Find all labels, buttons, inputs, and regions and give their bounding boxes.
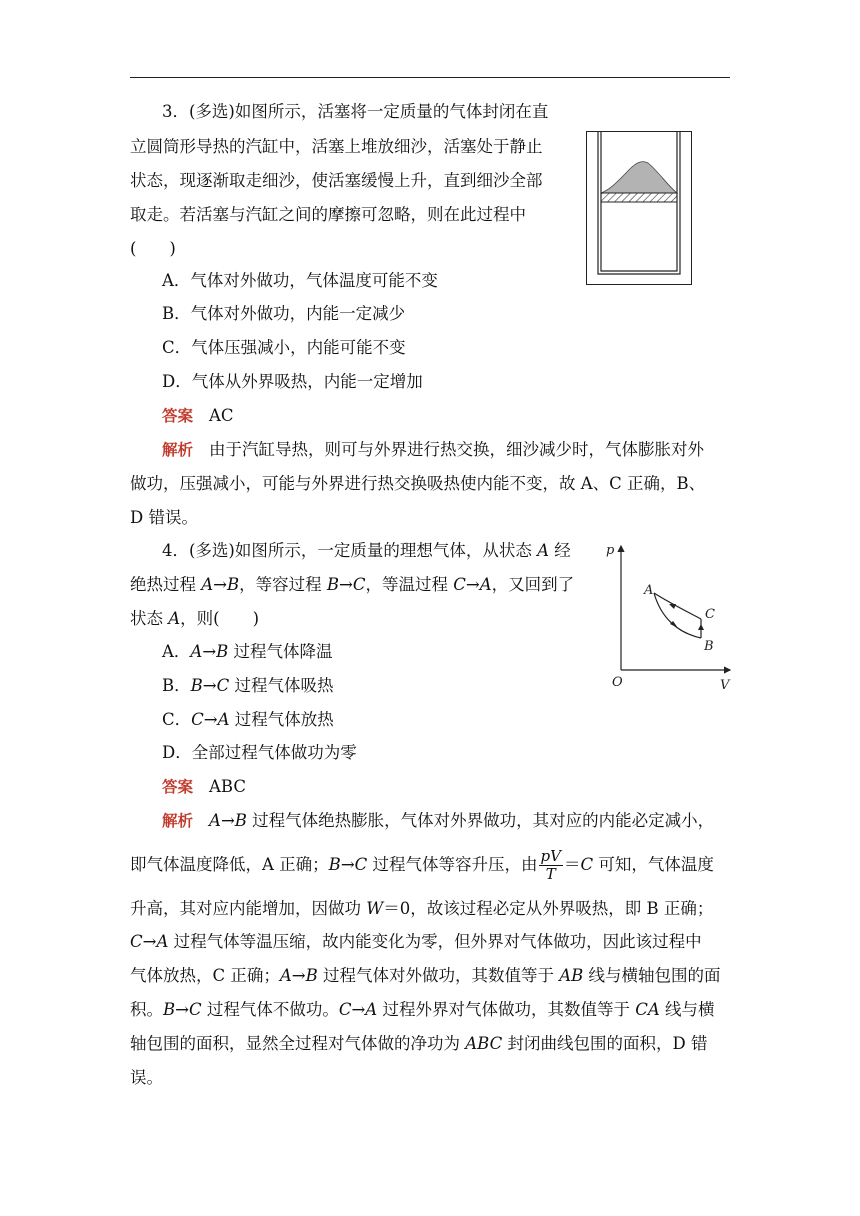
q4-analysis-line-8: 误。 [130,1068,163,1087]
q3-analysis-line-3: D 错误。 [130,508,198,527]
q3-analysis-text-1: 由于汽缸导热，则可与外界进行热交换，细沙减少时，气体膨胀对外 [209,440,705,459]
header-rule [130,77,730,78]
ideal-gas-fraction: $\frac{pV}{T}$ [540,847,561,883]
q3-analysis-label: 解析 [162,441,194,459]
q4-analysis-line-1: 解析 A→B 过程气体绝热膨胀，气体对外界做功，其对应的内能必定减小， [162,811,715,830]
q3-answer-value: AC [209,406,234,425]
q4-analysis-line-6: 积。B→C 过程气体不做功。C→A 过程外界对气体做功，其数值等于 CA 线与横 [130,1000,715,1019]
q3-option-c: C．气体压强减小，内能可能不变 [162,338,406,357]
point-b-label: B [704,639,714,654]
q3-answer-label: 答案 [162,407,194,425]
q4-stem-line-2: 绝热过程 A→B，等容过程 B→C，等温过程 C→A，又回到了 [130,575,575,594]
p-axis-label: p [606,543,615,558]
q4-option-a: A．A→B 过程气体降温 [162,642,333,661]
q3-option-a: A．气体对外做功，气体温度可能不变 [162,271,438,290]
arrow-ca [669,604,676,609]
q3-analysis-line-1 [162,439,730,461]
q4-stem-line-1: 4．(多选)如图所示，一定质量的理想气体，从状态 A 经 [162,541,571,560]
q4-analysis-line-5: 气体放热，C 正确；A→B 过程气体对外做功，其数值等于 AB 线与横轴包围的面 [130,966,721,985]
q4-answer-value: ABC [209,777,246,796]
q3-stem-line-2: 立圆筒形导热的汽缸中，活塞上堆放细沙，活塞处于静止 [130,137,543,156]
figure-frame [587,132,692,285]
q4-option-c: C．C→A 过程气体放热 [162,710,334,729]
q3-option-d: D．气体从外界吸热，内能一定增加 [162,372,423,391]
q4-answer-label: 答案 [162,778,194,796]
arrow-bc [698,624,704,630]
cylinder-piston-figure [586,131,692,286]
q4-analysis-line-7: 轴包围的面积，显然全过程对气体做的净功为 ABC 封闭曲线包围的面积，D 错 [130,1034,708,1053]
curve-ca [654,593,701,619]
q3-stem-line-5: ( ) [130,239,176,258]
arrow-ab [670,621,678,628]
q3-analysis-line-2: 做功，压强减小，可能与外界进行热交换吸热使内能不变，故 A、C 正确，B、 [130,474,706,493]
q4-analysis-line-3: 升高，其对应内能增加，因做功 W＝0，故该过程必定从外界吸热，即 B 正确； [130,899,714,918]
q4-answer [162,776,246,798]
piston [601,193,677,202]
q4-stem-line-3: 状态 A，则( ) [130,609,260,628]
q4-analysis-label: 解析 [162,812,194,830]
origin-label: O [612,675,623,690]
q3-option-b: B．气体对外做功，内能一定减少 [162,304,406,323]
q4-analysis-line-2: 即气体温度降低，A 正确；B→C 过程气体等容升压，由 $\frac{pV}{T}$ ＝C 可知，气体温度 [130,847,714,883]
point-c-label: C [705,607,715,622]
point-a-label: A [644,583,654,598]
q3-stem-line-1: 3．(多选)如图所示，活塞将一定质量的气体封闭在直 [162,102,549,121]
sand-pile [601,162,677,193]
q4-analysis-line-4: C→A 过程气体等温压缩，故内能变化为零，但外界对气体做功，因此该过程中 [130,932,702,951]
q3-stem-line-3: 状态，现逐渐取走细沙，使活塞缓慢上升，直到细沙全部 [130,171,543,190]
pv-diagram [606,538,736,690]
q3-answer [162,405,234,427]
v-axis-label: V [720,678,730,690]
q4-option-d: D．全部过程气体做功为零 [162,743,357,762]
q3-stem-line-4: 取走。若活塞与汽缸之间的摩擦可忽略，则在此过程中 [130,205,526,224]
q4-option-b: B．B→C 过程气体吸热 [162,676,334,695]
